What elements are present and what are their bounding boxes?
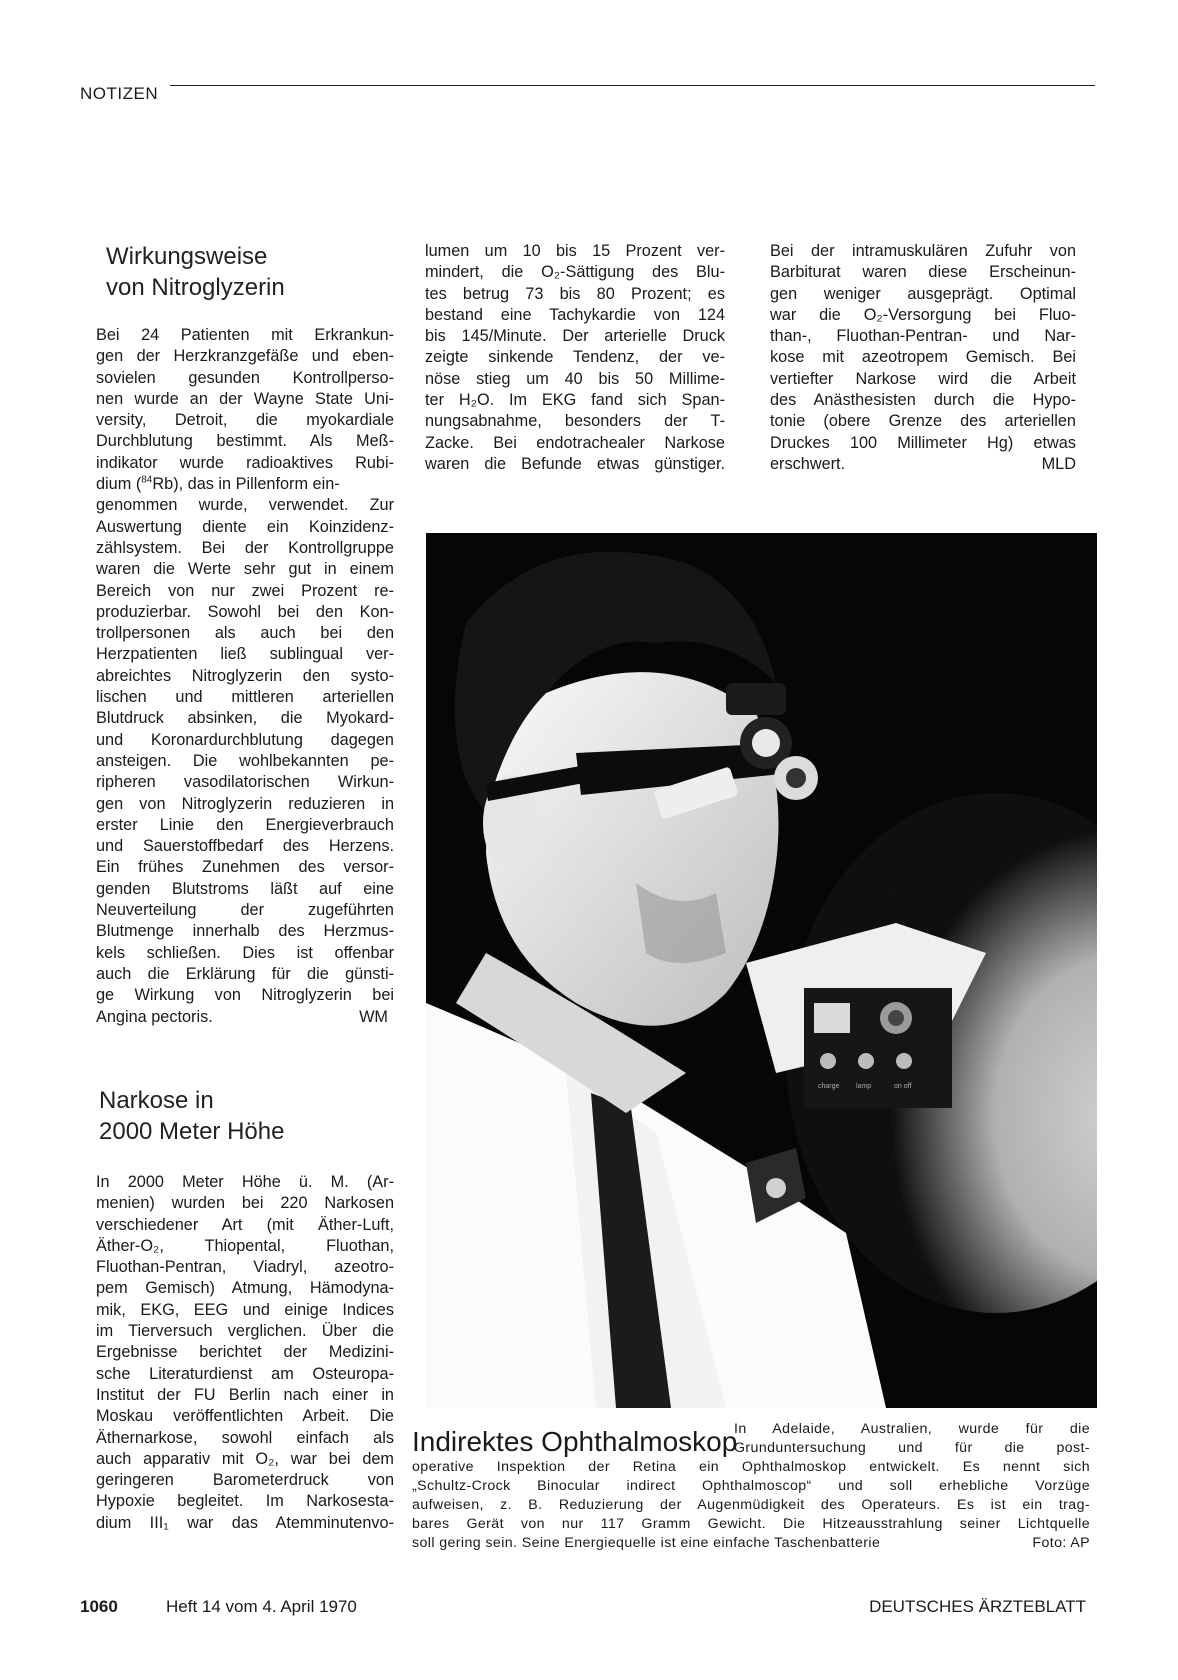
article1-text-line: lischen und mittleren arteriellen: [96, 688, 394, 707]
article2-text-line: nöse stieg um 40 bis 50 Millime-: [425, 369, 725, 388]
article2-text-line: pem Gemisch) Atmung, Hämodyna-: [96, 1279, 394, 1298]
caption-text-line: Grunduntersuchung und für die post-: [734, 1440, 1090, 1456]
article2-text-line: im Tierversuch verglichen. Über die: [96, 1322, 394, 1341]
article1-signature-line: [96, 1007, 394, 1028]
article1-title-line1: Wirkungsweise: [106, 243, 268, 270]
article2-text-line: des Anästhesisten durch die Hypo-: [770, 391, 1076, 410]
article2-author: MLD: [1041, 454, 1076, 473]
article2-text-line: mindert, die O₂-Sättigung des Blu-: [425, 263, 725, 282]
caption-text-line: aufweisen, z. B. Reduzierung der Augenmüdigkeit des Operateurs. Es ist ein trag-: [412, 1497, 1090, 1513]
article1-text-line: waren die Werte sehr gut in einem: [96, 560, 394, 579]
caption-title: Indirektes Ophthalmoskop: [412, 1426, 738, 1457]
photo-ophthalmoscope: [426, 533, 1097, 1408]
article1-text-line: Bei 24 Patienten mit Erkrankun-: [96, 326, 394, 344]
article2-text-line: gen weniger ausgeprägt. Optimal: [770, 284, 1076, 303]
article2-text-line: ter H₂O. Im EKG fand sich Span-: [425, 391, 725, 410]
caption-first-lines: [734, 1420, 1090, 1458]
article2-text-line: Hypoxie begleitet. Im Narkosesta-: [96, 1492, 394, 1511]
header-rule: [170, 85, 1095, 86]
article2-text-line: war die O₂-Versorgung bei Fluo-: [770, 305, 1076, 324]
article1-text-line: Neuverteilung der zugeführten: [96, 901, 394, 920]
caption-credit-line: [412, 1534, 1090, 1553]
journal-name: DEUTSCHES ÄRZTEBLATT: [869, 1597, 1086, 1616]
article1-text-line: indikator wurde radioaktives Rubi-: [96, 453, 394, 472]
article2-text-line: Institut der FU Berlin nach einer in: [96, 1385, 394, 1404]
article2-text-line: zeigte sinkende Tendenz, der ve-: [425, 348, 725, 367]
article2-text-line: menien) wurden bei 220 Narkosen: [96, 1194, 394, 1213]
article1-text-line: versity, Detroit, die myokardiale: [96, 411, 394, 430]
article2-text-line: Moskau veröffentlichten Arbeit. Die: [96, 1407, 394, 1426]
caption-text-line: In Adelaide, Australien, wurde für die: [734, 1421, 1090, 1437]
article2-text-line: vertiefter Narkose wird die Arbeit: [770, 369, 1076, 388]
article1-text-line: abreichtes Nitroglyzerin den systo-: [96, 666, 394, 685]
article1-text-line: zählsystem. Bei der Kontrollgruppe: [96, 538, 394, 557]
article2-text-line: Fluothan-Pentran, Viadryl, azeotro-: [96, 1258, 394, 1277]
photo-illustration: [426, 533, 1097, 1408]
article1-text-line: nen wurde an der Wayne State Uni-: [96, 389, 394, 408]
article2-text-line: Druckes 100 Millimeter Hg) etwas: [770, 433, 1076, 452]
article2-text-line: dium III₁ war das Atemminutenvo-: [96, 1513, 394, 1532]
article1-text-line: ripheren vasodilatorischen Wirkun-: [96, 773, 394, 792]
article2-title-line2: 2000 Meter Höhe: [99, 1118, 285, 1145]
article2-text-line: bis 145/Minute. Der arterielle Druck: [425, 327, 725, 346]
article2-text-line: Bei der intramuskulären Zufuhr von: [770, 242, 1076, 260]
isotope-pre: dium (: [96, 475, 142, 494]
article1-text-line: Durchblutung bestimmt. Als Meß-: [96, 432, 394, 451]
article1-text-line: ansteigen. Die wohlbekannten pe-: [96, 751, 394, 770]
article1-text-line: genden Blutstroms läßt auf eine: [96, 879, 394, 898]
article2-text-line: Barbiturat waren diese Erscheinun-: [770, 263, 1076, 282]
article2-text-line: nungsabnahme, besonders der T-: [425, 412, 725, 431]
article2-column3: [770, 241, 1076, 475]
article2-text-line: auch apparativ mit O₂, war bei dem: [96, 1449, 394, 1468]
article1-text-line: Auswertung diente ein Koinzidenz-: [96, 517, 394, 536]
article2-text-line: bestand eine Tachykardie von 124: [425, 305, 725, 324]
article1-text-line: sovielen gesunden Kontrollperso-: [96, 368, 394, 387]
article2-title-line1: Narkose in: [99, 1087, 214, 1114]
article1-title-line2: von Nitroglyzerin: [106, 274, 285, 301]
issue-info: Heft 14 vom 4. April 1970: [166, 1597, 357, 1616]
article1-text-line: Blutmenge innerhalb des Herzmus-: [96, 922, 394, 941]
article2-column1: [96, 1172, 394, 1534]
article1-text-line: trollpersonen als auch bei den: [96, 624, 394, 643]
article2-text-line: tonie (obere Grenze des arteriellen: [770, 412, 1076, 431]
article2-text-line: Äther-O₂, Thiopental, Fluothan,: [96, 1236, 394, 1255]
article2-text-line: mik, EKG, EEG und einige Indices: [96, 1300, 394, 1319]
article2-text-line: than-, Fluothan-Pentran- und Nar-: [770, 327, 1076, 346]
article1-title: [106, 241, 285, 303]
article2-last-line: erschwert.: [770, 454, 846, 473]
device-label-lamp: lamp: [856, 1083, 872, 1090]
article2-text-line: waren die Befunde etwas günstiger.: [425, 454, 725, 473]
page-number: 1060: [80, 1597, 118, 1616]
article2-text-line: Ergebnisse berichtet der Medizini-: [96, 1343, 394, 1362]
article1-last-line: Angina pectoris.: [96, 1007, 213, 1026]
section-label: NOTIZEN: [80, 84, 159, 103]
article1-text-line: produzierbar. Sowohl bei den Kon-: [96, 602, 394, 621]
article1-text-line: Herzpatienten ließ sublingual ver-: [96, 645, 394, 664]
article2-text-line: Zacke. Bei endotrachealer Narkose: [425, 433, 725, 452]
article1-text-line: und Koronardurchblutung dagegen: [96, 730, 394, 749]
isotope-post: Rb), das in Pillenform ein-: [152, 475, 340, 494]
article2-text-line: Äthernarkose, sowohl einfach als: [96, 1428, 394, 1447]
article1-text-line: Ein frühes Zunehmen des versor-: [96, 858, 394, 877]
article1-text-line: erster Linie den Energieverbrauch: [96, 815, 394, 834]
caption-text-line: „Schultz-Crock Binocular indirect Ophthalmoscop“ und soll erhebliche Vorzüge: [412, 1478, 1090, 1494]
article1-text-line: Bereich von nur zwei Prozent re-: [96, 581, 394, 600]
article2-text-line: kose mit azeotropem Gemisch. Bei: [770, 348, 1076, 367]
caption-text-line: operative Inspektion der Retina ein Ophthalmoskop entwickelt. Es nennt sich: [412, 1459, 1090, 1475]
caption-body: [412, 1458, 1090, 1553]
article1-author: WM: [359, 1007, 388, 1026]
article1-body: [96, 325, 394, 1028]
article1-text-line: auch die Erklärung für die günsti-: [96, 964, 394, 983]
article2-signature-line: [770, 454, 1076, 475]
isotope-mass: 84: [141, 474, 153, 486]
article2-text-line: verschiedener Art (mit Äther-Luft,: [96, 1215, 394, 1234]
article1-text-line: gen der Herzkranzgefäße und eben-: [96, 347, 394, 366]
article1-text-line: und Sauerstoffbedarf des Herzens.: [96, 837, 394, 856]
isotope-line: [96, 474, 394, 495]
article1-text-line: genommen wurde, verwendet. Zur: [96, 496, 394, 515]
article2-column2: [425, 241, 725, 475]
article2-text-line: lumen um 10 bis 15 Prozent ver-: [425, 242, 725, 260]
caption-last-line: soll gering sein. Seine Energiequelle ist eine einfache Taschenbatterie: [412, 1535, 881, 1551]
article2-text-line: geringeren Barometerdruck von: [96, 1471, 394, 1490]
article2-text-line: sche Literaturdienst am Osteuropa-: [96, 1364, 394, 1383]
article1-text-line: gen von Nitroglyzerin reduzieren in: [96, 794, 394, 813]
caption-text-line: bares Gerät von nur 117 Gramm Gewicht. Die Hitzeausstrahlung seiner Lichtquelle: [412, 1516, 1090, 1532]
article2-text-line: In 2000 Meter Höhe ü. M. (Ar-: [96, 1173, 394, 1191]
device-label-charge: charge: [818, 1083, 840, 1090]
article1-text-line: ge Wirkung von Nitroglyzerin bei: [96, 986, 394, 1005]
article2-text-line: tes betrug 73 bis 80 Prozent; es: [425, 284, 725, 303]
article2-title: [99, 1085, 284, 1147]
device-label-onoff: on off: [894, 1083, 912, 1090]
article1-text-line: kels schließen. Dies ist offenbar: [96, 943, 394, 962]
article1-text-line: Blutdruck absinken, die Myokard-: [96, 709, 394, 728]
photo-credit: Foto: AP: [1032, 1535, 1090, 1551]
